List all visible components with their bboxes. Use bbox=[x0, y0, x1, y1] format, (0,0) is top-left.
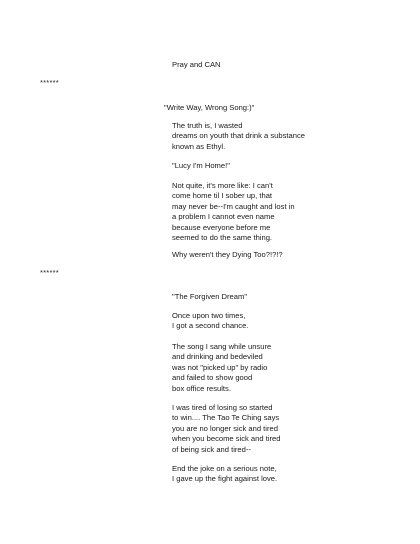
poem-title: "Write Way, Wrong Song:)" bbox=[164, 103, 255, 112]
poem-line: dreams on youth that drink a substance bbox=[172, 131, 305, 141]
poem-line: I gave up the fight against love. bbox=[172, 474, 278, 484]
poem-1-stanza-3 bbox=[172, 181, 295, 243]
separator-2: ****** bbox=[40, 268, 59, 277]
poem-2-stanza-3 bbox=[172, 403, 280, 455]
poem-line: you are no longer sick and tired bbox=[172, 423, 278, 433]
poem-line: Once upon two times, bbox=[172, 311, 246, 320]
poem-line: of being sick and tired-- bbox=[172, 444, 251, 454]
header-text: Pray and CAN bbox=[172, 60, 221, 69]
poem-line: come home til I sober up, that bbox=[172, 191, 273, 201]
poem-2-stanza-2 bbox=[172, 342, 271, 394]
poem-line: and drinking and bedeviled bbox=[172, 352, 263, 362]
poem-line: Not quite, it's more like: I can't bbox=[172, 181, 273, 190]
poem-line: was not "picked up" by radio bbox=[172, 362, 268, 372]
poem-title: "The Forgiven Dream" bbox=[172, 292, 248, 301]
poem-line: and failed to show good bbox=[172, 373, 253, 383]
poem-line: may never be--I'm caught and lost in bbox=[172, 201, 295, 211]
poem-line: End the joke on a serious note, bbox=[172, 464, 277, 473]
poem-2-stanza-1 bbox=[172, 311, 248, 332]
poem-1-stanza-2 bbox=[172, 161, 230, 171]
poem-line: I got a second chance. bbox=[172, 321, 249, 331]
poem-1-stanza-4 bbox=[172, 250, 283, 260]
poem-2-title bbox=[172, 292, 247, 302]
poem-line: Why weren't they Dying Too?!?!? bbox=[172, 250, 283, 259]
poem-line: known as Ethyl. bbox=[172, 141, 226, 151]
poem-line: when you become sick and tired bbox=[172, 434, 281, 444]
poem-line: to win.... The Tao Te Ching says bbox=[172, 413, 280, 423]
poem-1-stanza-1 bbox=[172, 121, 305, 152]
poem-line: a problem I cannot even name bbox=[172, 212, 275, 222]
poem-line: seemed to do the same thing. bbox=[172, 233, 273, 243]
poem-line: "Lucy I'm Home!" bbox=[172, 161, 230, 170]
poem-line: The song I sang while unsure bbox=[172, 342, 272, 351]
poem-1-title bbox=[164, 103, 254, 113]
poem-line: because everyone before me bbox=[172, 222, 271, 232]
poem-line: The truth is, I wasted bbox=[172, 121, 243, 130]
poem-line: I was tired of losing so started bbox=[172, 403, 273, 412]
poem-line: box office results. bbox=[172, 383, 231, 393]
header-line bbox=[172, 60, 221, 70]
poem-2-stanza-4 bbox=[172, 464, 277, 485]
separator-1: ****** bbox=[40, 78, 59, 87]
